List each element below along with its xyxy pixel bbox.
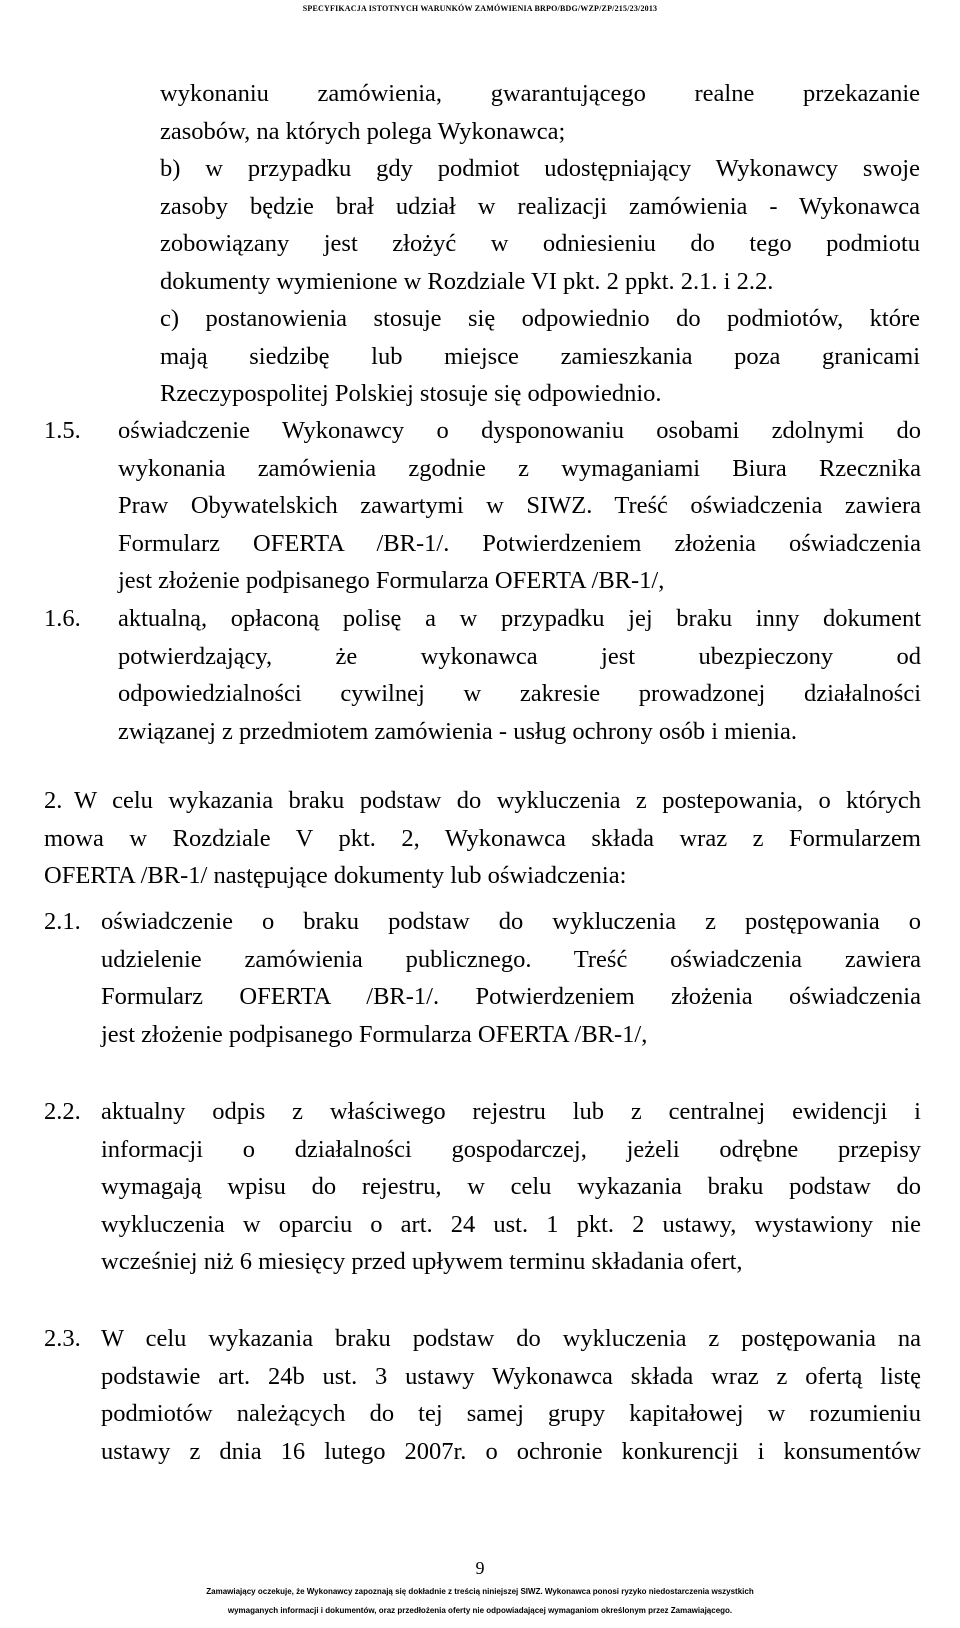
text-line: mają siedzibę lub miejsce zamieszkania poza granicami (160, 342, 920, 370)
item-paragraph (101, 903, 921, 1053)
document-header: SPECYFIKACJA ISTOTNYCH WARUNKÓW ZAMÓWIENIA BRPO/BDG/WZP/ZP/215/23/2013 (302, 4, 658, 13)
text-line: związanej z przedmiotem zamówienia - usług ochrony osób i mienia. (118, 717, 797, 745)
text-line: Formularz OFERTA /BR-1/. Potwierdzeniem złożenia oświadczenia (101, 983, 921, 1010)
text-line: Formularz OFERTA /BR-1/. Potwierdzeniem złożenia oświadczenia (118, 529, 921, 557)
item-number: 1.5. (44, 417, 81, 444)
text-line: wykonaniu zamówienia, gwarantującego realne przekazanie (160, 80, 920, 107)
text-line: odpowiedzialności cywilnej w zakresie prowadzonej działalności (118, 680, 921, 707)
continuation-paragraph (160, 75, 920, 413)
text-line: oświadczenie o braku podstaw do wykluczenia z postępowania o (101, 908, 921, 935)
text-line: b) w przypadku gdy podmiot udostępniający Wykonawcy swoje (160, 155, 920, 182)
footer-line: Zamawiający oczekuje, że Wykonawcy zapoznają się dokładnie z treścią niniejszej SIWZ. Wykonawca ponosi ryzyko niedostarczenia wszystkich (206, 1587, 754, 1596)
item-paragraph (101, 1320, 921, 1470)
text-line: wymagają wpisu do rejestru, w celu wykazania braku podstaw do (101, 1173, 921, 1200)
text-line: wykonania zamówienia zgodnie z wymaganiami Biura Rzecznika (118, 454, 921, 482)
item-number: 2.2. (44, 1098, 81, 1125)
text-line: informacji o działalności gospodarczej, jeżeli odrębne przepisy (101, 1135, 921, 1163)
item-number: 1.6. (44, 605, 81, 632)
text-line: W celu wykazania braku podstaw do wykluczenia z postepowania, o których (74, 787, 921, 814)
text-line: jest złożenie podpisanego Formularza OFERTA /BR-1/, (101, 1020, 648, 1048)
text-line: wykluczenia w oparciu o art. 24 ust. 1 pkt. 2 ustawy, wystawiony nie (101, 1210, 921, 1238)
footer-line: wymaganych informacji i dokumentów, oraz przedłożenia oferty nie odpowiadającej wymaganiom określonym przez Zamawiającego. (227, 1606, 733, 1615)
item-paragraph (118, 412, 921, 600)
text-line: udzielenie zamówienia publicznego. Treść oświadczenia zawiera (101, 945, 921, 973)
text-line: oświadczenie Wykonawcy o dysponowaniu osobami zdolnymi do (118, 417, 921, 444)
text-line: zasobów, na których polega Wykonawca; (160, 117, 566, 145)
item-number: 2.1. (44, 908, 81, 935)
text-line: podstawie art. 24b ust. 3 ustawy Wykonawca składa wraz z ofertą listę (101, 1362, 921, 1390)
page-number: 9 (475, 1558, 485, 1578)
page-footer (0, 1582, 960, 1620)
item-number: 2.3. (44, 1325, 81, 1352)
text-line: mowa w Rozdziale V pkt. 2, Wykonawca składa wraz z Formularzem (44, 824, 921, 852)
text-line: ustawy z dnia 16 lutego 2007r. o ochronie konkurencji i konsumentów (101, 1437, 921, 1465)
text-line: jest złożenie podpisanego Formularza OFERTA /BR-1/, (118, 567, 665, 594)
item-paragraph (44, 782, 921, 895)
text-line: aktualną, opłaconą polisę a w przypadku jej braku inny dokument (118, 605, 921, 632)
text-line: Praw Obywatelskich zawartymi w SIWZ. Treść oświadczenia zawiera (118, 492, 921, 519)
text-line: W celu wykazania braku podstaw do wykluczenia z postępowania na (101, 1325, 921, 1352)
text-line: zobowiązany jest złożyć w odniesieniu do tego podmiotu (160, 230, 920, 257)
text-line: podmiotów należących do tej samej grupy kapitałowej w rozumieniu (101, 1400, 921, 1427)
text-line: wcześniej niż 6 miesięcy przed upływem terminu składania ofert, (101, 1248, 743, 1275)
text-line: aktualny odpis z właściwego rejestru lub z centralnej ewidencji i (101, 1098, 921, 1125)
item-paragraph (101, 1093, 921, 1281)
item-number: 2. (44, 787, 63, 814)
item-paragraph (118, 600, 921, 750)
text-line: c) postanowienia stosuje się odpowiednio do podmiotów, które (160, 305, 920, 332)
text-line: OFERTA /BR-1/ następujące dokumenty lub oświadczenia: (44, 862, 627, 889)
text-line: dokumenty wymienione w Rozdziale VI pkt. 2 ppkt. 2.1. i 2.2. (160, 267, 774, 295)
text-line: zasoby będzie brał udział w realizacji zamówienia - Wykonawca (160, 192, 920, 220)
text-line: Rzeczypospolitej Polskiej stosuje się odpowiednio. (160, 380, 662, 407)
text-line: potwierdzający, że wykonawca jest ubezpieczony od (118, 642, 921, 670)
